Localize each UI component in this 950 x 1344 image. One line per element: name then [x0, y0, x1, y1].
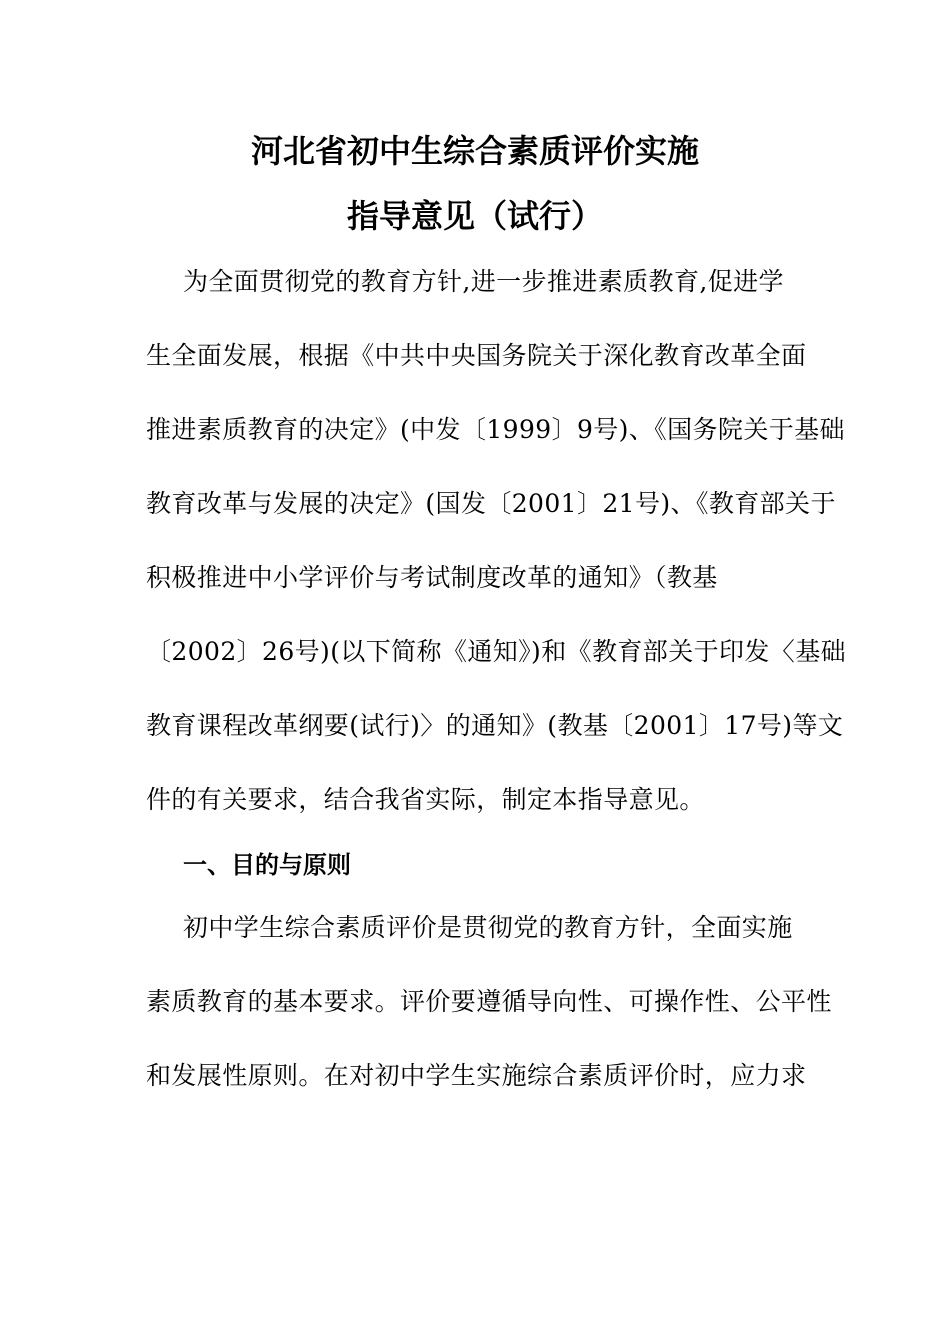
intro-paragraph-line: 积极推进中小学评价与考试制度改革的通知》（教基: [146, 563, 718, 592]
intro-paragraph-line: 为全面贯彻党的教育方针,进一步推进素质教育,促进学: [183, 267, 784, 296]
intro-paragraph-line: 〔2002〕26号)(以下简称《通知》)和《教育部关于印发〈基础: [146, 637, 846, 666]
section-paragraph-line: 和发展性原则。在对初中学生实施综合素质评价时，应力求: [146, 1061, 807, 1090]
intro-paragraph-line: 推进素质教育的决定》(中发〔1999〕9号)、《国务院关于基础: [146, 415, 845, 444]
intro-paragraph-line: 件的有关要求，结合我省实际，制定本指导意见。: [146, 785, 705, 814]
document-title-line-2: 指导意见（试行）: [346, 197, 603, 235]
section-paragraph-line: 初中学生综合素质评价是贯彻党的教育方针，全面实施: [183, 913, 793, 942]
section-paragraph-line: 素质教育的基本要求。评价要遵循导向性、可操作性、公平性: [146, 987, 832, 1016]
section-heading: 一、目的与原则: [183, 851, 351, 879]
intro-paragraph-line: 生全面发展，根据《中共中央国务院关于深化教育改革全面: [146, 341, 807, 370]
intro-paragraph-line: 教育课程改革纲要(试行)〉的通知》(教基〔2001〕17号)等文: [146, 711, 844, 740]
document-title-line-1: 河北省初中生综合素质评价实施: [250, 132, 699, 170]
intro-paragraph-line: 教育改革与发展的决定》(国发〔2001〕21号)、《教育部关于: [146, 489, 836, 518]
